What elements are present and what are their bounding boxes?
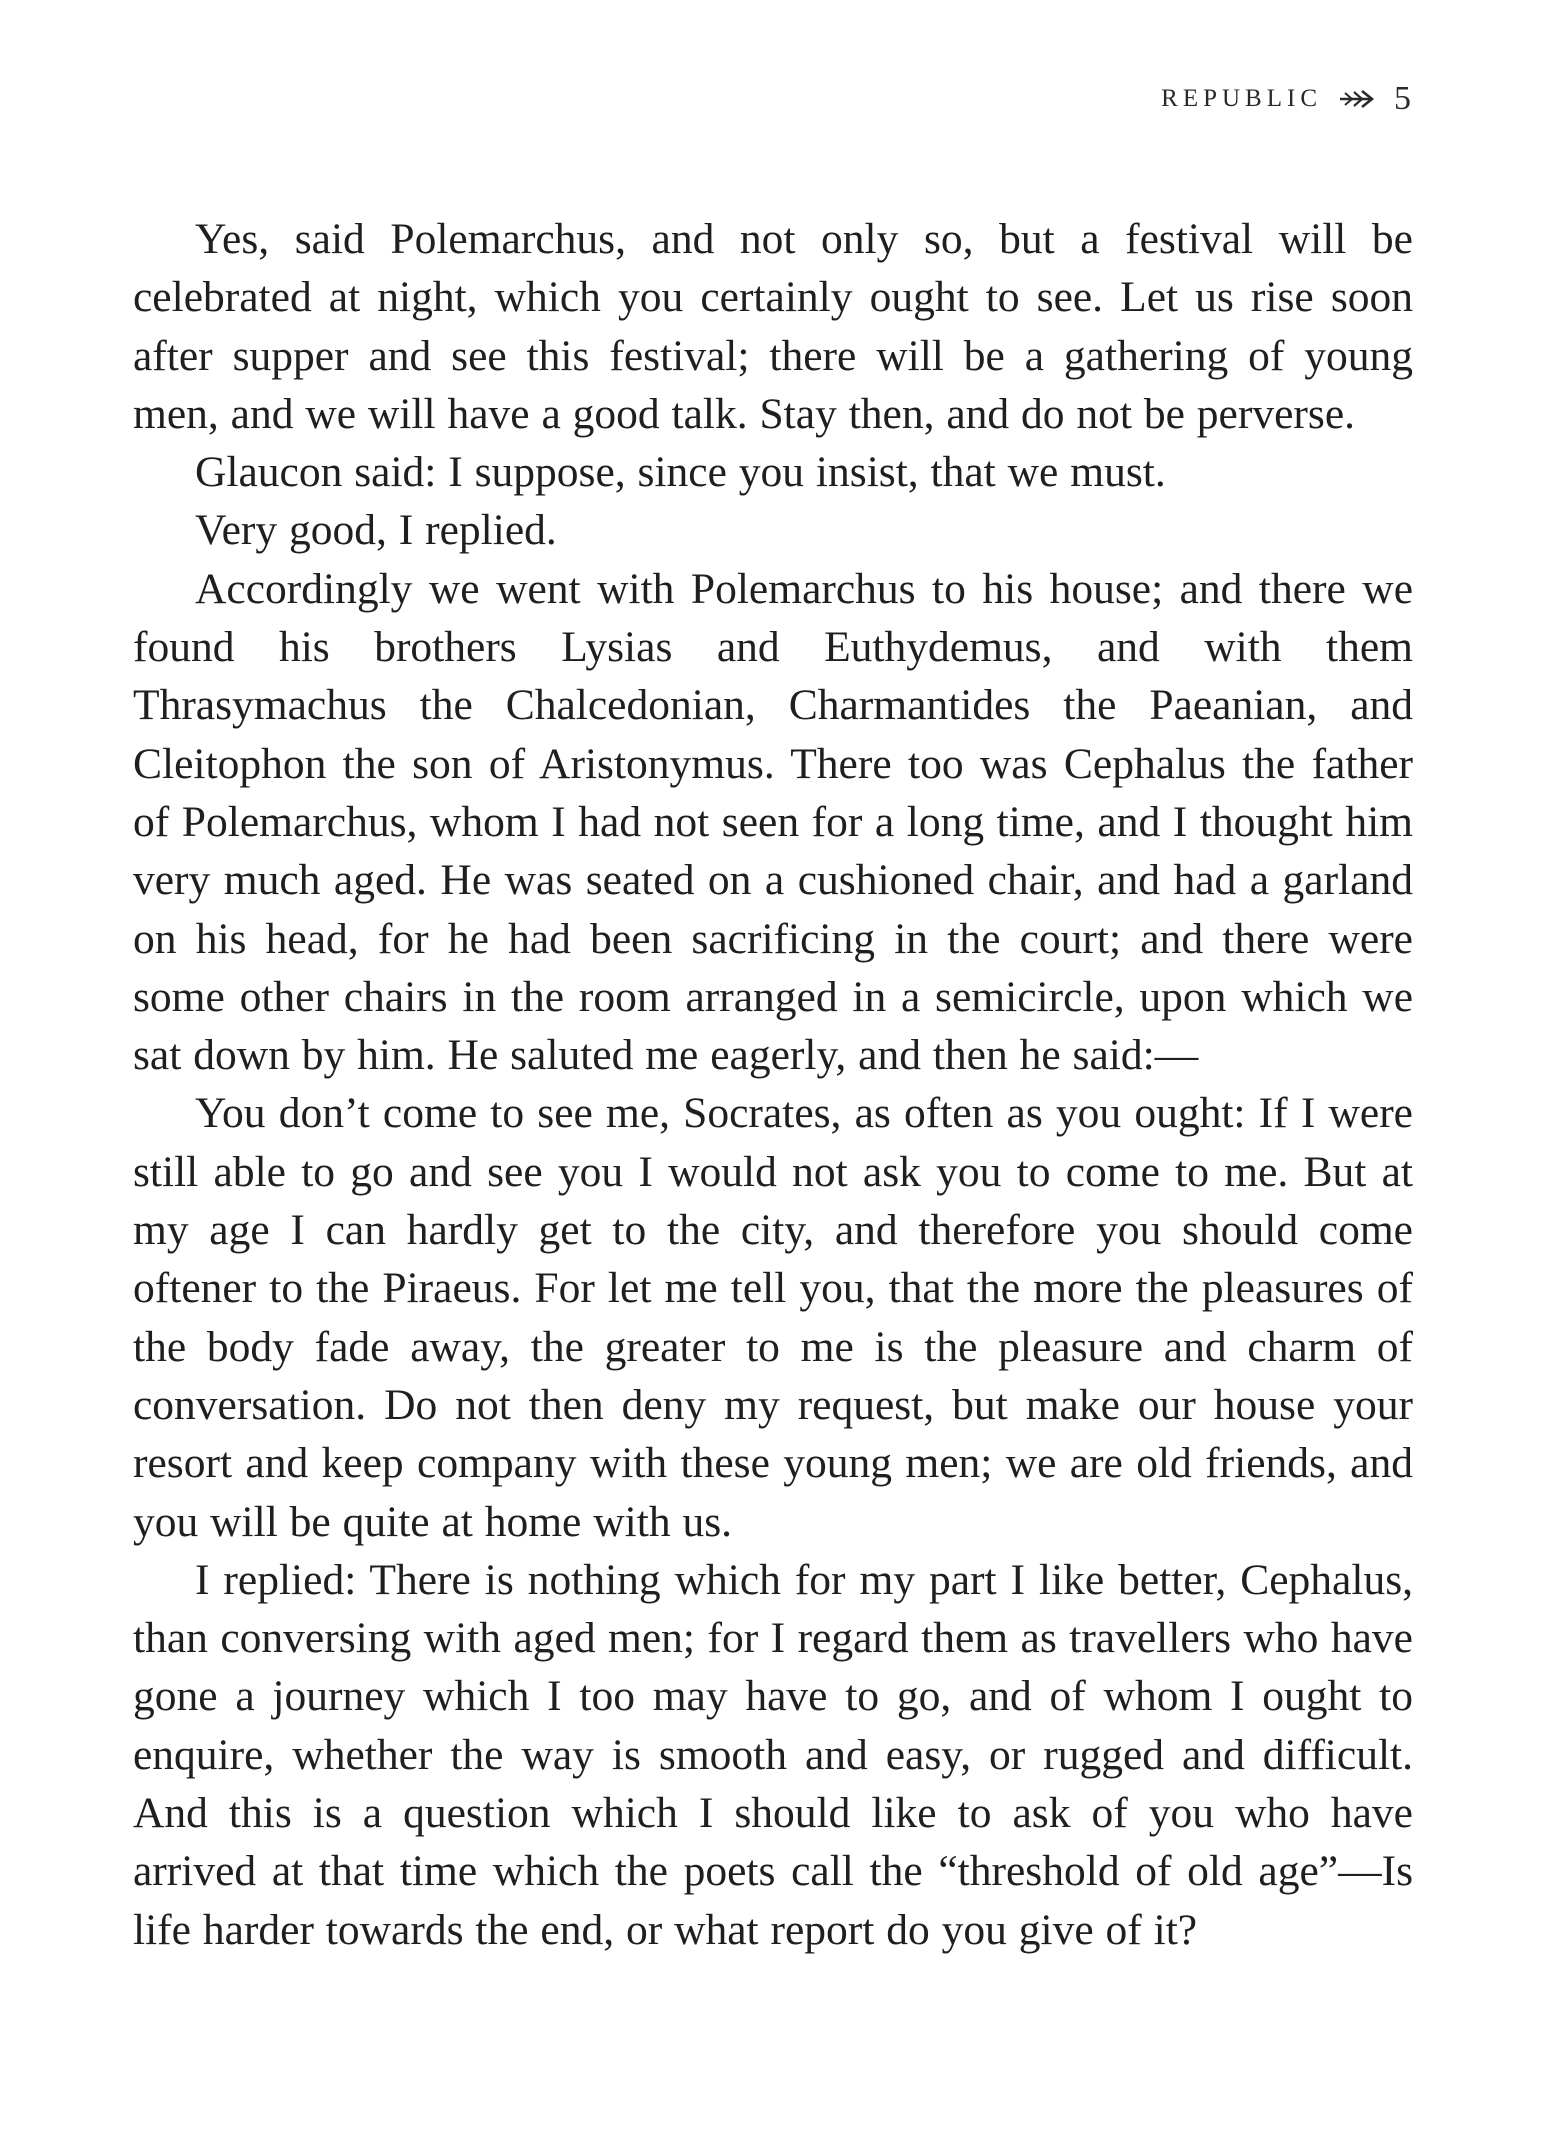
arrow-ornament-icon — [1338, 88, 1378, 110]
body-text — [133, 210, 1413, 1959]
running-head — [1161, 80, 1411, 118]
paragraph: Very good, I replied. — [195, 506, 557, 555]
paragraph: Yes, said Polemarchus, and not only so, but a festival will be celebrated at night, which you certainly ought to see. Let us rise soon after supper and see this festival; there will be a gathering of young men, and we will have a good talk. Stay then, and do not be perverse. — [133, 215, 1413, 438]
paragraph: I replied: There is nothing which for my part I like better, Cephalus, than conversing with aged men; for I regard them as travellers who have gone a journey which I too may have to go, and of whom I ought to enquire, whether the way is smooth and easy, or rugged and difficult. And this is a question which I should like to ask of you who have arrived at that time which the poets call the “threshold of old age”—Is life harder towards the end, or what report do you give of it? — [133, 1555, 1413, 1954]
paragraph: Glaucon said: I suppose, since you insist, that we must. — [195, 448, 1166, 497]
paragraph: Accordingly we went with Polemarchus to his house; and there we found his brothers Lysias and Euthydemus, and with them Thrasymachus the Chalcedonian, Charmantides the Paeanian, and Cleitophon the son of Aristonymus. There too was Cephalus the father of Polemarchus, whom I had not seen for a long time, and I thought him very much aged. He was seated on a cushioned chair, and had a garland on his head, for he had been sacrificing in the court; and there were some other chairs in the room arranged in a semicircle, upon which we sat down by him. He saluted me eagerly, and then he said:— — [133, 564, 1413, 1080]
paragraph: You don’t come to see me, Socrates, as often as you ought: If I were still able to go and see you I would not ask you to come to me. But at my age I can hardly get to the city, and therefore you should come oftener to the Piraeus. For let me tell you, that the more the pleasures of the body fade away, the greater to me is the pleasure and charm of conversation. Do not then deny my request, but make our house your resort and keep company with these young men; we are old friends, and you will be quite at home with us. — [133, 1089, 1413, 1546]
page-number: 5 — [1394, 80, 1411, 117]
running-title: REPUBLIC — [1161, 85, 1322, 112]
